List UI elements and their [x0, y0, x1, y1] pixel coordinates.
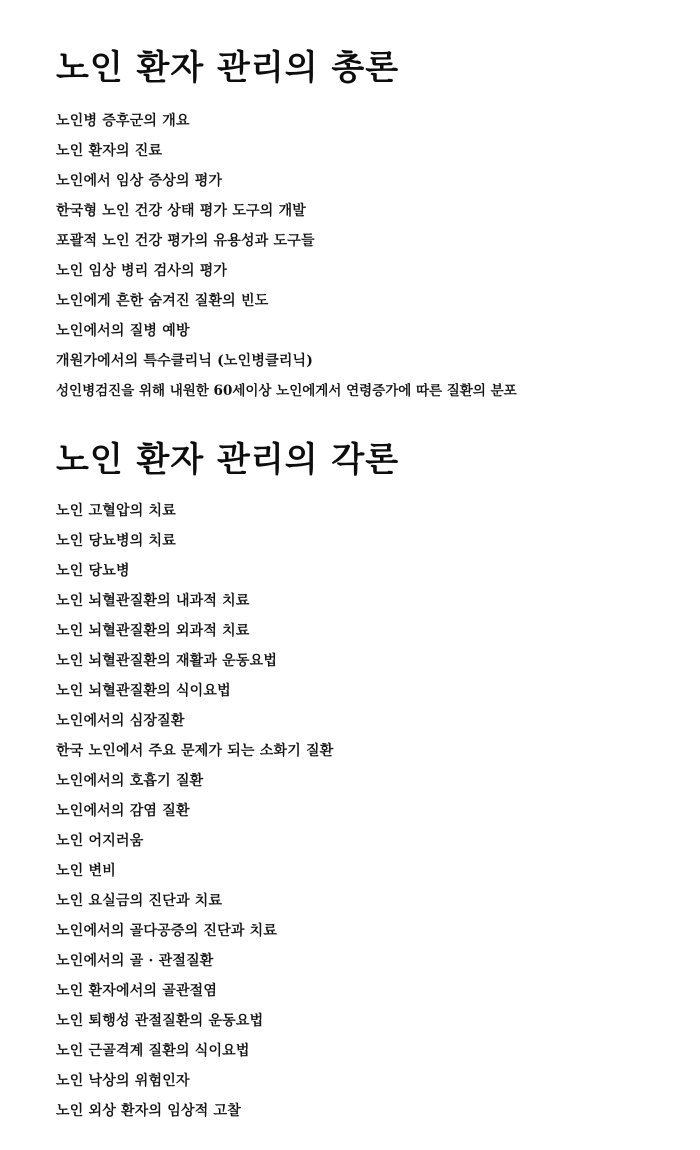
- toc-item: 노인 뇌혈관질환의 식이요법: [56, 683, 231, 699]
- toc-item: 포괄적 노인 건강 평가의 유용성과 도구들: [56, 233, 315, 249]
- toc-list-specific: [56, 496, 686, 1126]
- toc-item: 노인 환자에서의 골관절염: [56, 983, 218, 999]
- toc-item: 노인 낙상의 위험인자: [56, 1073, 190, 1089]
- toc-item: 노인 퇴행성 관절질환의 운동요법: [56, 1013, 264, 1029]
- toc-item: 노인 뇌혈관질환의 재활과 운동요법: [56, 653, 278, 669]
- toc-list-general: [56, 106, 686, 406]
- toc-item: 노인 뇌혈관질환의 외과적 치료: [56, 623, 250, 639]
- toc-item: 노인 요실금의 진단과 치료: [56, 893, 223, 909]
- toc-item: 노인 근골격계 질환의 식이요법: [56, 1043, 250, 1059]
- toc-item: 노인에서의 감염 질환: [56, 803, 190, 819]
- section-title-specific: 노인 환자 관리의 각론: [56, 440, 400, 480]
- toc-item: 노인에서의 호흡기 질환: [56, 773, 204, 789]
- toc-item: 노인 임상 병리 검사의 평가: [56, 263, 228, 279]
- toc-item: 노인에서 임상 증상의 평가: [56, 173, 223, 189]
- section-title-general: 노인 환자 관리의 총론: [56, 48, 400, 88]
- toc-item: 한국 노인에서 주요 문제가 되는 소화기 질환: [56, 743, 334, 759]
- toc-item: 노인 환자의 진료: [56, 143, 163, 159]
- toc-item: 노인에게 흔한 숨겨진 질환의 빈도: [56, 293, 269, 309]
- toc-item: 노인에서의 골다공증의 진단과 치료: [56, 923, 278, 939]
- toc-item: 한국형 노인 건강 상태 평가 도구의 개발: [56, 203, 307, 219]
- toc-item: 노인에서의 질병 예방: [56, 323, 190, 339]
- toc-item: 노인에서의 심장질환: [56, 713, 185, 729]
- toc-item: 노인 고혈압의 치료: [56, 503, 176, 519]
- toc-item: 노인 당뇨병: [56, 563, 130, 579]
- toc-item: 노인 변비: [56, 863, 116, 879]
- toc-item: 노인 뇌혈관질환의 내과적 치료: [56, 593, 250, 609]
- general-section: [56, 44, 686, 406]
- toc-item: 노인 외상 환자의 임상적 고찰: [56, 1103, 241, 1119]
- toc-item: 노인 어지러움: [56, 833, 144, 849]
- toc-item: 노인병 증후군의 개요: [56, 113, 190, 129]
- toc-item: 성인병검진을 위해 내원한 60세이상 노인에게서 연령증가에 따른 질환의 분포: [56, 383, 517, 399]
- toc-item: 노인에서의 골 · 관절질환: [56, 953, 214, 969]
- toc-item: 노인 당뇨병의 치료: [56, 533, 176, 549]
- toc-item: 개원가에서의 특수클리닉 (노인병클리닉): [56, 353, 314, 369]
- specific-section: [56, 436, 686, 1126]
